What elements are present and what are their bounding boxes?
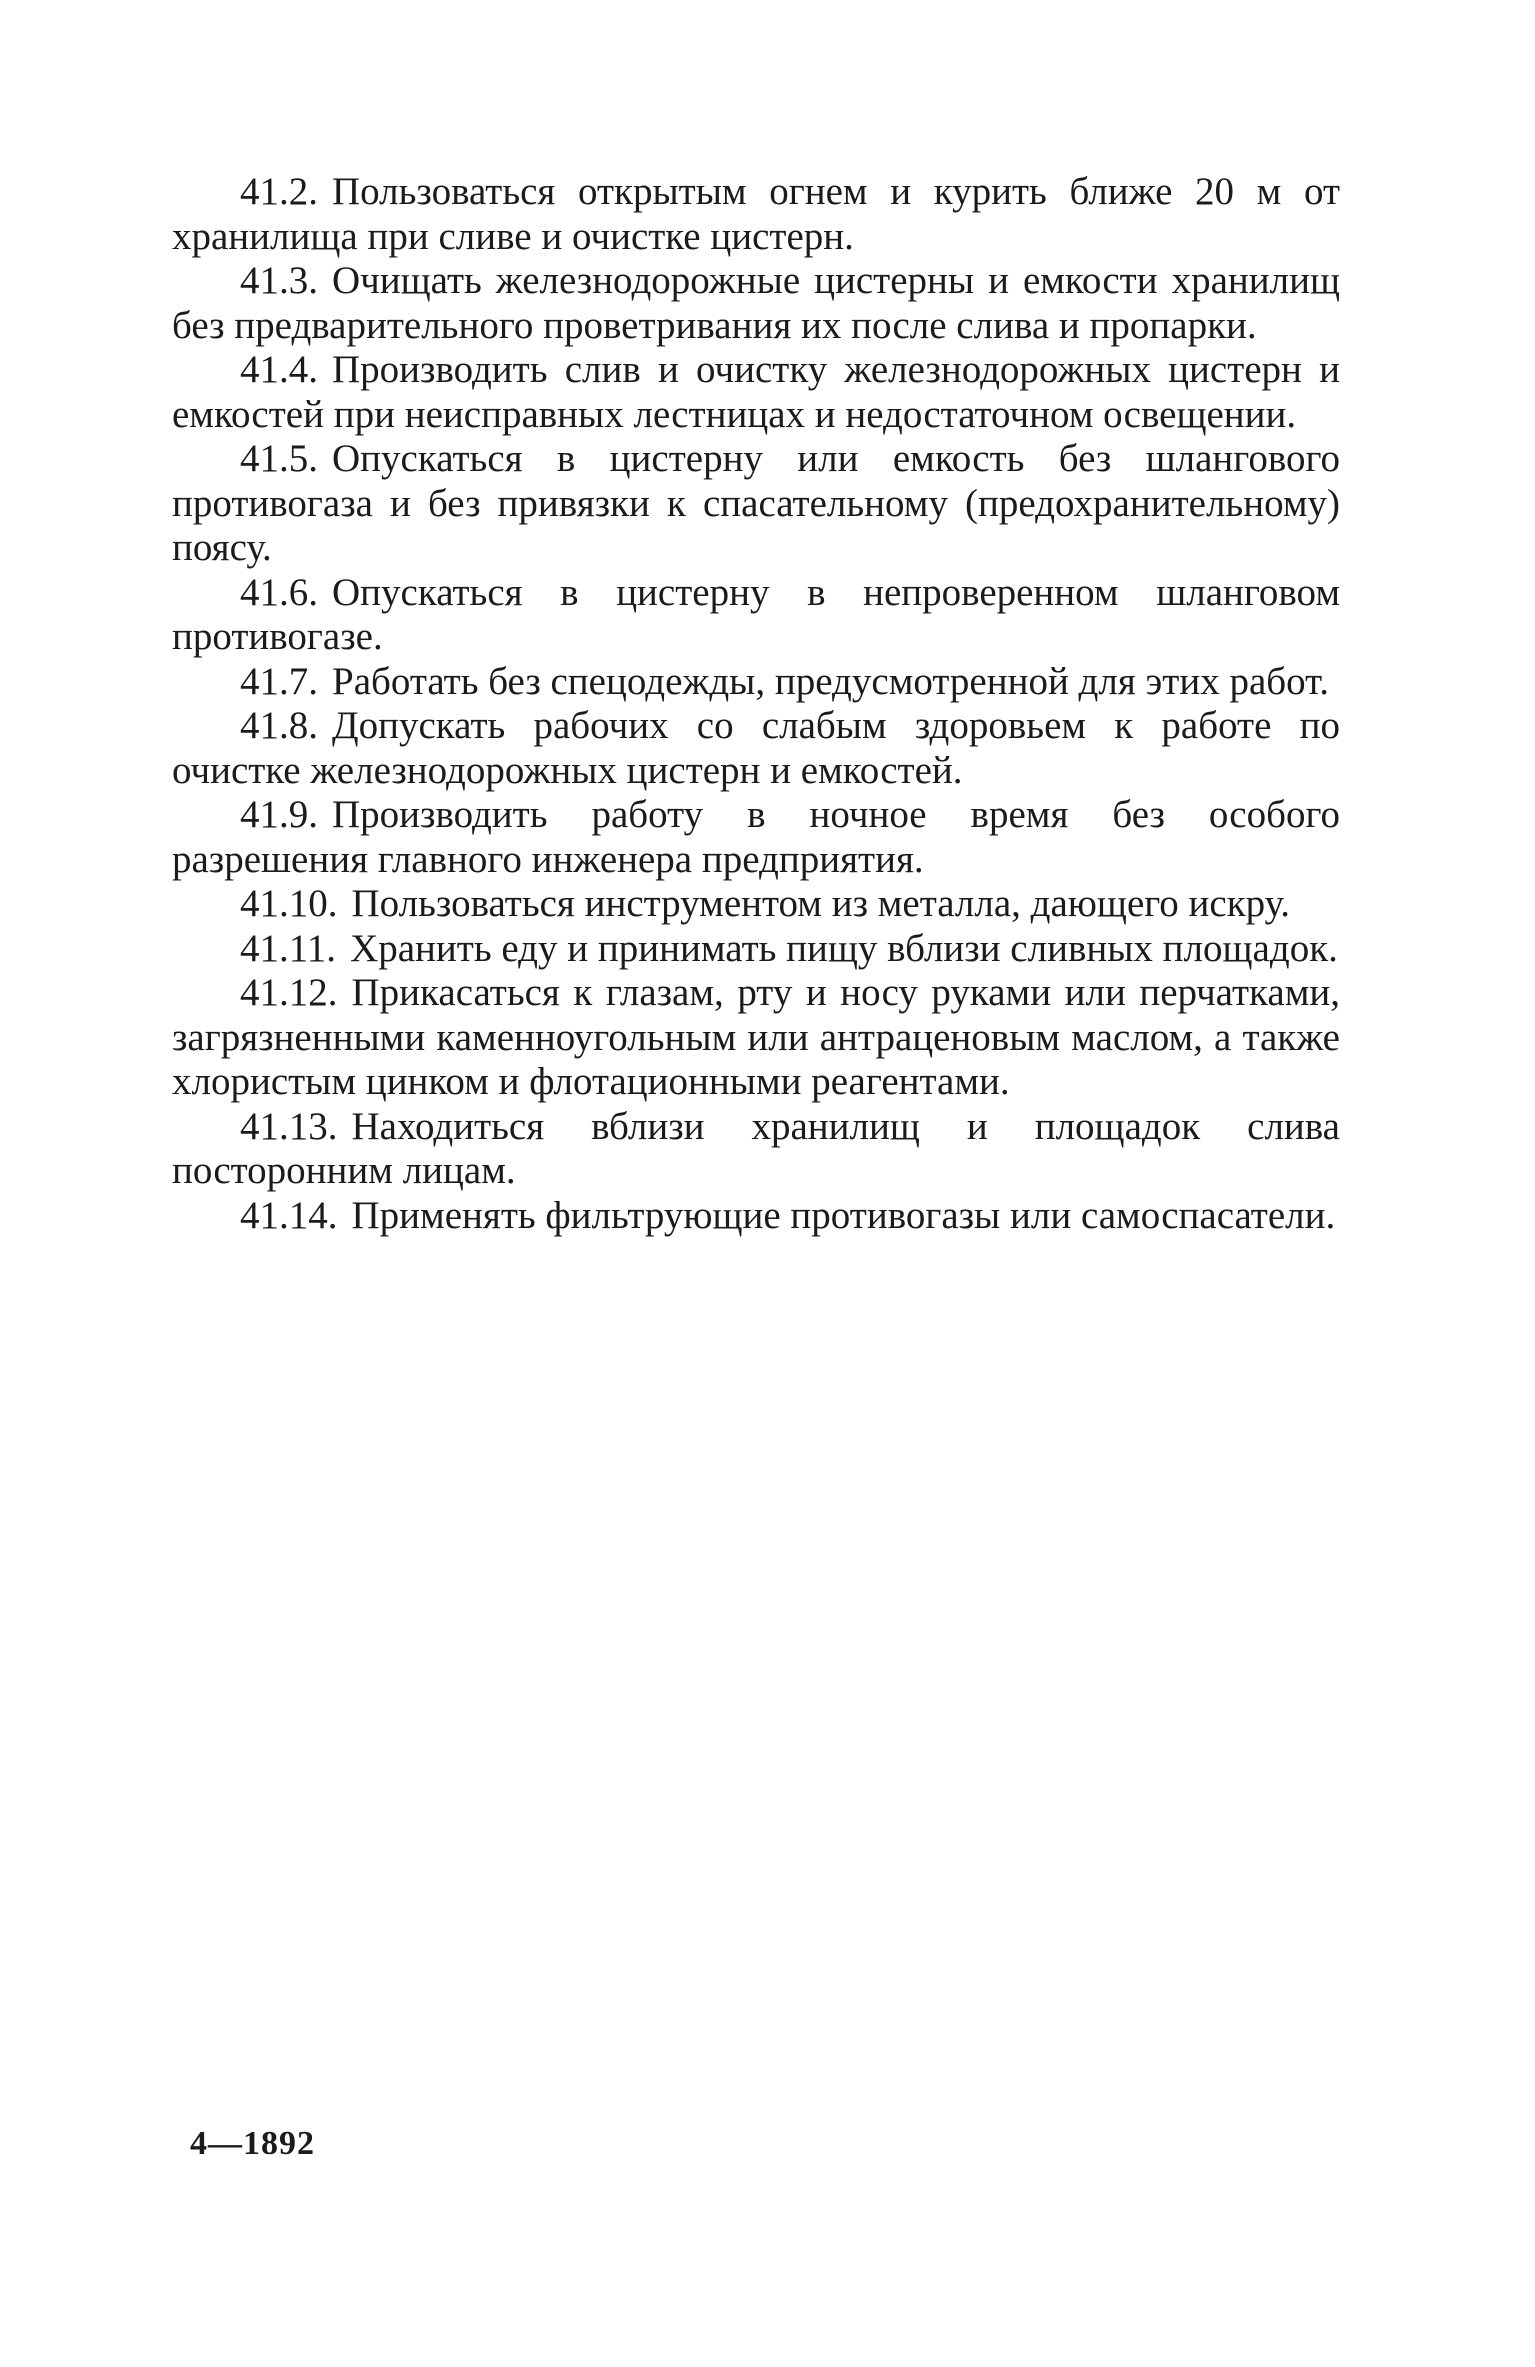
item-text: Опускаться в цистерну или емкость без шлангового противогаза и без привязки к спасательному (предохранительному) поясу. [172,437,1340,569]
item-text: Пользоваться инструментом из металла, дающего искру. [351,882,1291,925]
item-41-8 [172,704,1340,793]
item-number: 41.14. [240,1193,338,1237]
item-text: Очищать железнодорожные цистерны и емкости хранилищ без предварительного проветривания их после слива и пропарки. [172,259,1340,347]
item-number: 41.5. [240,437,318,480]
item-number: 41.10. [240,882,338,925]
item-41-9 [172,793,1340,882]
item-text: Производить слив и очистку железнодорожных цистерн и емкостей при неисправных лестницах и недостаточном освещении. [172,348,1340,436]
item-text: Прикасаться к глазам, рту и носу руками или перчатками, загрязненными каменноугольным или антраценовым маслом, а также хлористым цинком и флотационными реагентами. [172,971,1340,1103]
item-number: 41.9. [240,793,318,836]
item-41-11 [172,927,1340,972]
item-text: Применять фильтрующие противогазы или самоспасатели. [351,1193,1336,1237]
item-number: 41.12. [240,971,338,1014]
item-41-4 [172,348,1340,437]
item-number: 41.11. [240,926,337,970]
item-number: 41.6. [240,570,318,614]
item-41-10 [172,882,1340,927]
item-text: Работать без спецодежды, предусмотренной для этих работ. [332,659,1329,703]
item-41-14 [172,1194,1340,1239]
item-text: Производить работу в ночное время без особого разрешения главного инженера предприятия. [172,793,1340,881]
item-text: Допускать рабочих со слабым здоровьем к работе по очистке железнодорожных цистерн и емкостей. [172,704,1340,792]
item-41-12 [172,971,1340,1105]
regulation-text [172,170,1340,1238]
item-number: 41.3. [240,259,318,302]
item-41-2 [172,170,1340,259]
item-41-7 [172,660,1340,705]
item-text: Хранить еду и принимать пищу вблизи сливных площадок. [350,926,1338,970]
item-number: 41.7. [240,659,318,703]
item-41-5 [172,437,1340,571]
item-text: Находиться вблизи хранилищ и площадок слива посторонним лицам. [172,1104,1340,1192]
item-number: 41.13. [240,1104,338,1148]
item-41-13 [172,1105,1340,1194]
item-number: 41.4. [240,348,318,391]
signature-mark: 4—1892 [190,2125,315,2162]
item-number: 41.2. [240,170,318,213]
item-41-3 [172,259,1340,348]
item-text: Пользоваться открытым огнем и курить ближе 20 м от хранилища при сливе и очистке цистерн. [172,170,1340,258]
item-41-6 [172,571,1340,660]
item-text: Опускаться в цистерну в непроверенном шланговом противогазе. [172,570,1340,658]
item-number: 41.8. [240,704,318,747]
